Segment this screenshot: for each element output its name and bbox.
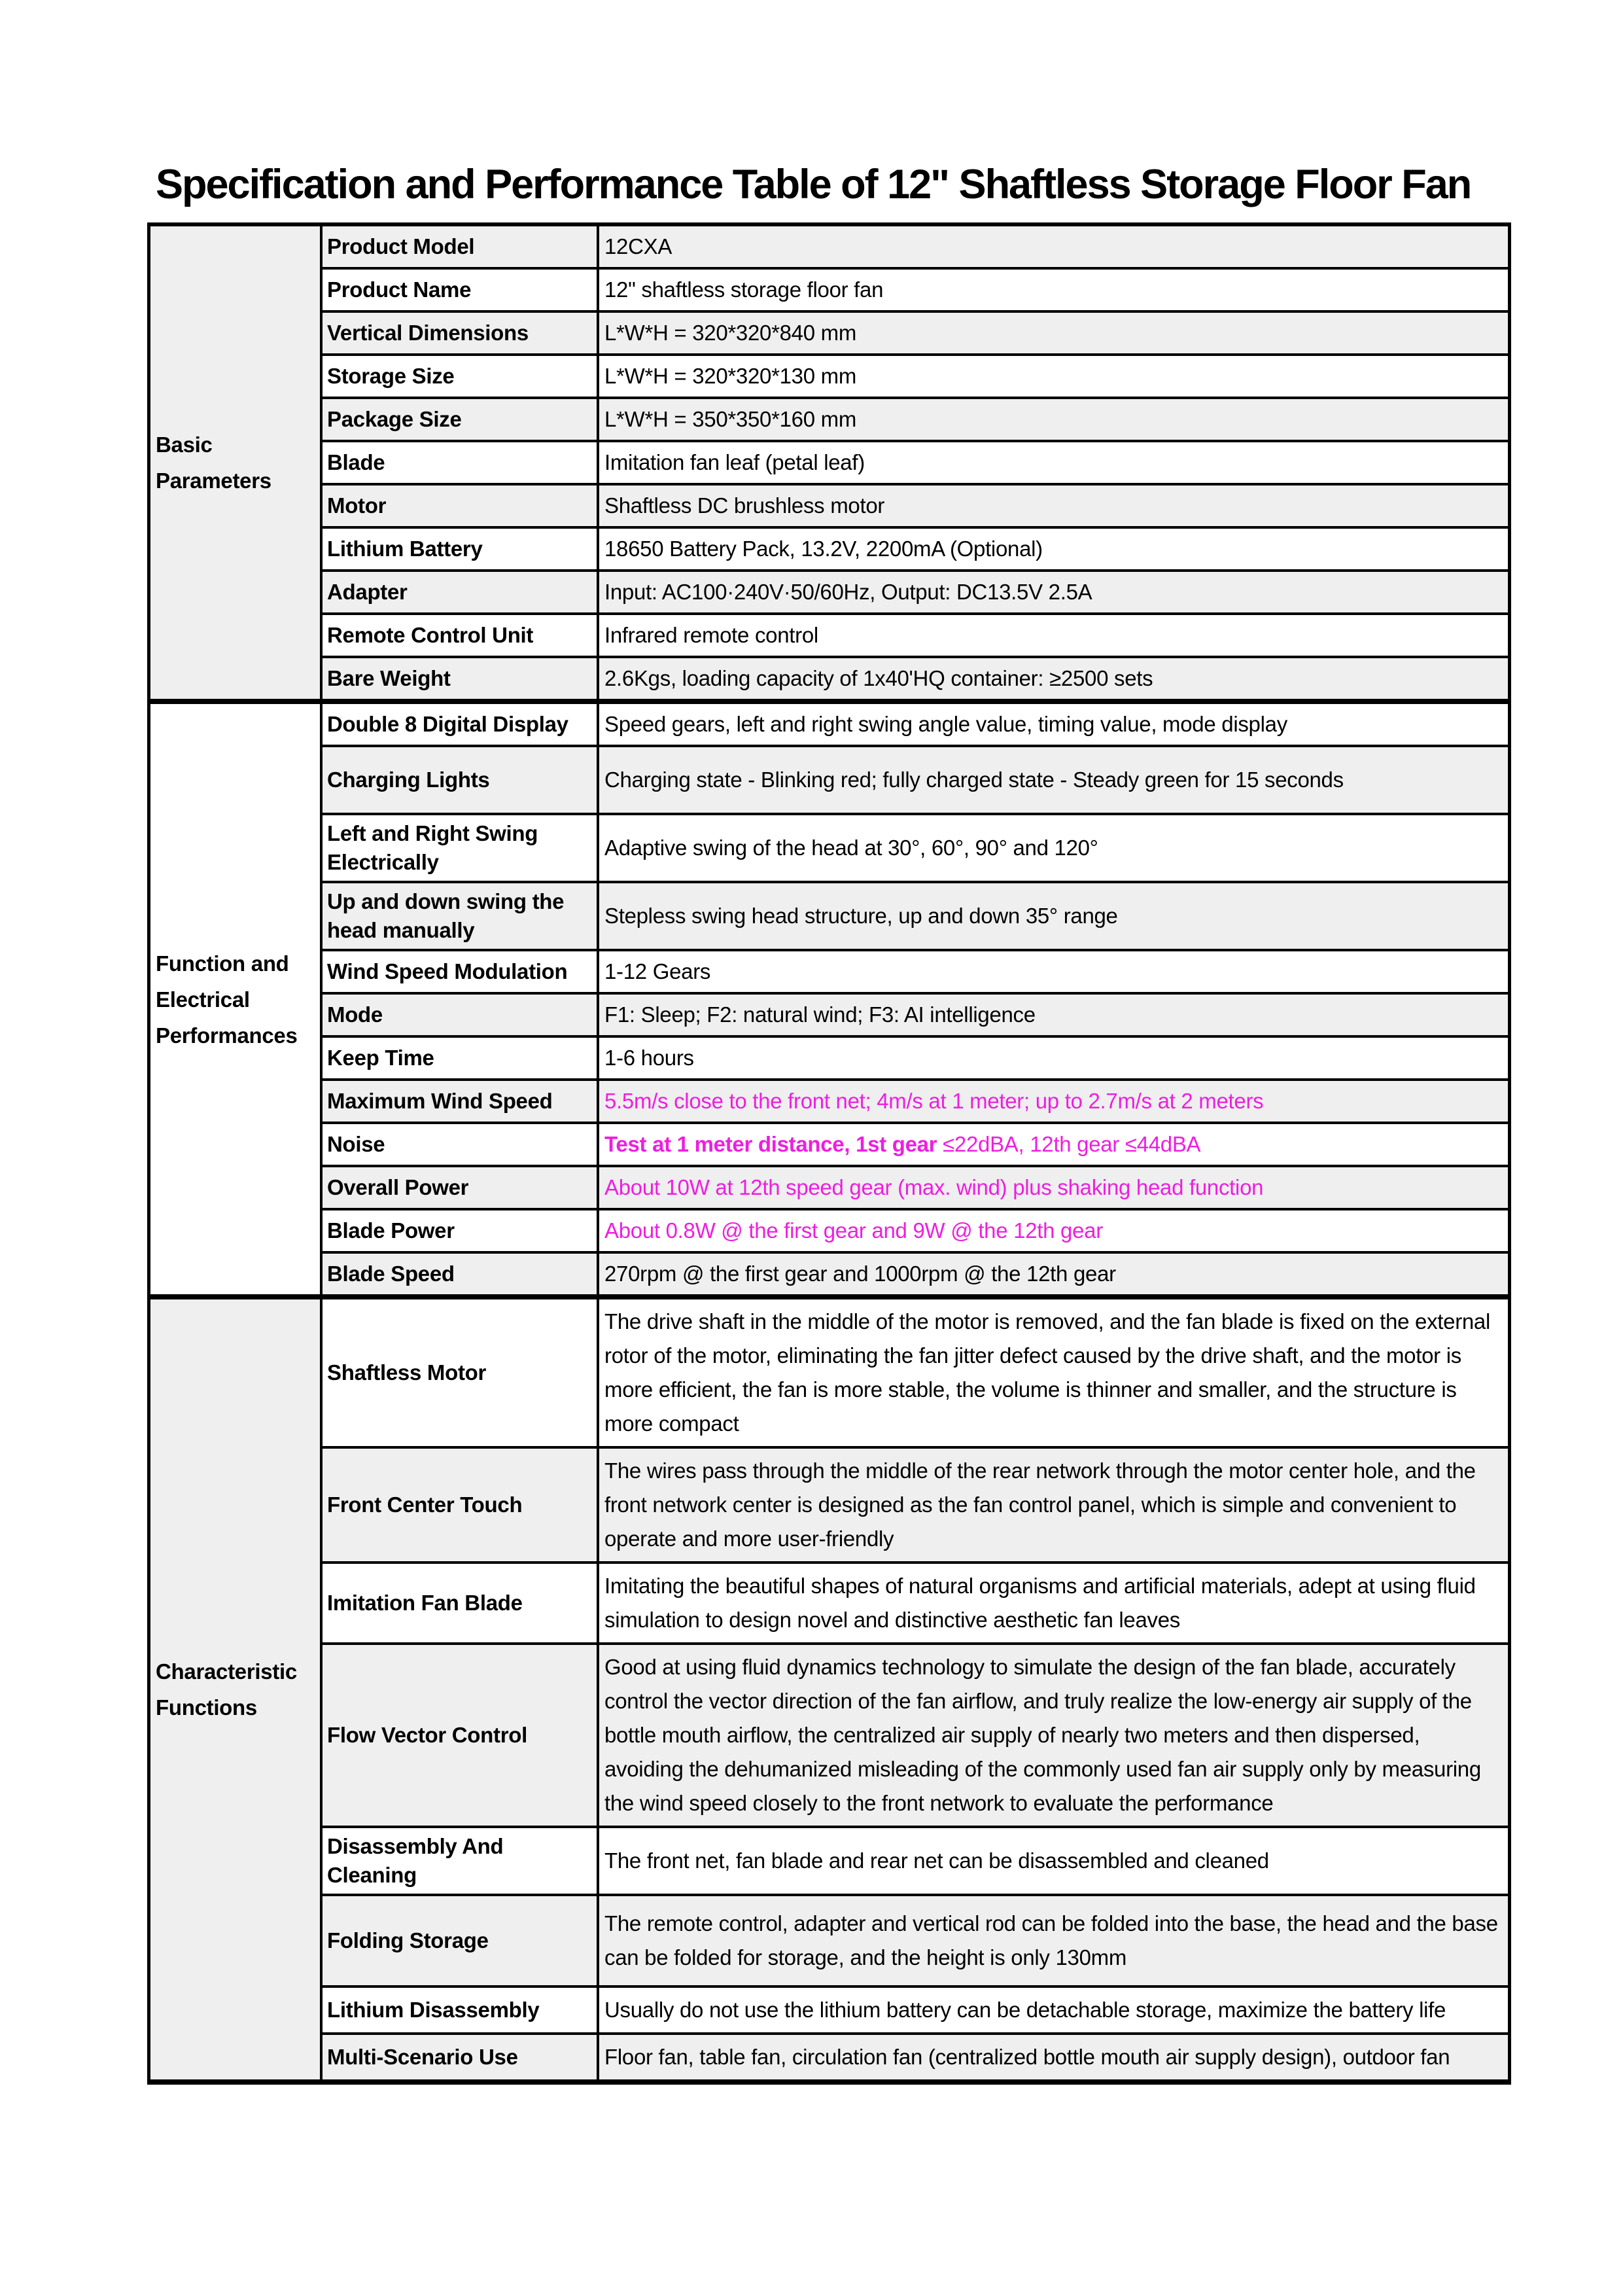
table-row — [323, 656, 1508, 699]
row-value: Speed gears, left and right swing angle value, timing value, mode display — [604, 712, 1287, 736]
row-label: Blade Power — [323, 1210, 599, 1251]
group-label: Characteristic Functions — [156, 1659, 297, 1720]
section-rows — [323, 704, 1508, 1294]
row-label: Storage Size — [323, 356, 599, 397]
row-value-text — [604, 1128, 1200, 1161]
table-row — [323, 992, 1508, 1035]
row-value: 5.5m/s close to the front net; 4m/s at 1 meter; up to 2.7m/s at 2 meters — [604, 1089, 1264, 1113]
table-row — [323, 353, 1508, 397]
table-row — [323, 1446, 1508, 1561]
row-value: Good at using fluid dynamics technology to simulate the design of the fan blade, accurately control the vector direction of the fan airflow, and truly realize the low-energy air supply of the bottle mouth airflow, the centralized air supply of nearly two meters and then dispersed, avoiding the dehumanized misleading of the commonly used fan air supply only by measuring the wind speed closely to the front network to evaluate the performance — [604, 1655, 1481, 1815]
row-label: Up and down swing the head manually — [323, 883, 599, 949]
table-row — [323, 1035, 1508, 1078]
table-row — [323, 704, 1508, 745]
row-label: Multi-Scenario Use — [323, 2035, 599, 2079]
row-label: Charging Lights — [323, 747, 599, 813]
table-row — [323, 526, 1508, 569]
row-label: Maximum Wind Speed — [323, 1081, 599, 1122]
table-row — [323, 440, 1508, 483]
value-part: ≤22dBA, 12th gear ≤44dBA — [943, 1132, 1201, 1156]
table-section — [150, 1294, 1508, 2079]
row-value: L*W*H = 320*320*130 mm — [604, 364, 857, 388]
row-value: L*W*H = 350*350*160 mm — [604, 407, 857, 431]
row-value: F1: Sleep; F2: natural wind; F3: AI intelligence — [604, 1002, 1036, 1027]
value-part-bold: Test at 1 meter distance, 1st gear — [604, 1132, 943, 1156]
table-row — [323, 1078, 1508, 1122]
row-value — [599, 1124, 1508, 1165]
row-label: Vertical Dimensions — [323, 313, 599, 353]
section-rows — [323, 226, 1508, 699]
row-value: 1-6 hours — [604, 1046, 694, 1070]
table-section — [150, 226, 1508, 699]
table-row — [323, 1208, 1508, 1251]
row-value: Imitating the beautiful shapes of natural organisms and artificial materials, adept at using fluid simulation to design novel and distinctive aesthetic fan leaves — [604, 1574, 1476, 1632]
table-row — [323, 1122, 1508, 1165]
table-row — [323, 2032, 1508, 2079]
row-label: Blade — [323, 442, 599, 483]
row-value: 12" shaftless storage floor fan — [604, 277, 884, 302]
row-label: Front Center Touch — [323, 1449, 599, 1561]
row-label: Motor — [323, 486, 599, 526]
row-label: Lithium Battery — [323, 529, 599, 569]
row-label: Shaftless Motor — [323, 1299, 599, 1446]
row-label: Product Model — [323, 226, 599, 267]
row-value: L*W*H = 320*320*840 mm — [604, 321, 857, 345]
group-cell — [150, 704, 323, 1294]
table-row — [323, 1165, 1508, 1208]
row-label: Keep Time — [323, 1038, 599, 1078]
table-row — [323, 1299, 1508, 1446]
row-label: Remote Control Unit — [323, 615, 599, 656]
section-rows — [323, 1299, 1508, 2079]
row-value: Imitation fan leaf (petal leaf) — [604, 450, 865, 474]
group-cell — [150, 226, 323, 699]
row-label: Mode — [323, 995, 599, 1035]
table-row — [323, 1826, 1508, 1894]
row-value: About 0.8W @ the first gear and 9W @ the 12th gear — [604, 1218, 1103, 1243]
row-label: Left and Right Swing Electrically — [323, 815, 599, 881]
table-section — [150, 699, 1508, 1294]
row-value: Charging state - Blinking red; fully charged state - Steady green for 15 seconds — [604, 768, 1344, 792]
page-title: Specification and Performance Table of 12" Shaftless Storage Floor Fan — [156, 162, 1471, 207]
group-cell — [150, 1299, 323, 2079]
table-row — [323, 1251, 1508, 1294]
table-row — [323, 745, 1508, 813]
row-label: Noise — [323, 1124, 599, 1165]
row-value: The wires pass through the middle of the rear network through the motor center hole, and the front network center is designed as the fan control panel, which is simple and convenient to operate and more user-friendly — [604, 1458, 1476, 1551]
row-value: Floor fan, table fan, circulation fan (centralized bottle mouth air supply design), outdoor fan — [604, 2045, 1450, 2069]
table-row — [323, 813, 1508, 881]
table-row — [323, 881, 1508, 949]
table-row — [323, 1561, 1508, 1642]
spec-table — [147, 222, 1511, 2085]
row-label: Folding Storage — [323, 1896, 599, 1985]
row-label: Overall Power — [323, 1167, 599, 1208]
row-label: Imitation Fan Blade — [323, 1564, 599, 1642]
table-row — [323, 1642, 1508, 1826]
row-value: The remote control, adapter and vertical rod can be folded into the base, the head and the base can be folded for storage, and the height is only 130mm — [604, 1911, 1498, 1969]
row-label: Blade Speed — [323, 1254, 599, 1294]
table-row — [323, 612, 1508, 656]
row-label: Disassembly And Cleaning — [323, 1828, 599, 1894]
table-row — [323, 310, 1508, 353]
table-row — [323, 949, 1508, 992]
row-value: 1-12 Gears — [604, 959, 711, 983]
table-row — [323, 569, 1508, 612]
row-label: Bare Weight — [323, 658, 599, 699]
table-row — [323, 1985, 1508, 2032]
table-row — [323, 1894, 1508, 1985]
row-value: Infrared remote control — [604, 623, 818, 647]
row-label: Lithium Disassembly — [323, 1988, 599, 2032]
row-value: The drive shaft in the middle of the motor is removed, and the fan blade is fixed on the external rotor of the motor, eliminating the fan jitter defect caused by the drive shaft, and the motor is more efficient, the fan is more stable, the volume is thinner and smaller, and the structure is more compact — [604, 1309, 1491, 1436]
table-row — [323, 226, 1508, 267]
row-value: Stepless swing head structure, up and down 35° range — [604, 904, 1118, 928]
row-value: The front net, fan blade and rear net can be disassembled and cleaned — [604, 1848, 1269, 1873]
row-value: 12CXA — [604, 234, 672, 258]
row-value: About 10W at 12th speed gear (max. wind) plus shaking head function — [604, 1175, 1264, 1199]
row-label: Adapter — [323, 572, 599, 612]
table-row — [323, 267, 1508, 310]
group-label: Basic Parameters — [156, 433, 271, 493]
table-row — [323, 397, 1508, 440]
row-value: Usually do not use the lithium battery can be detachable storage, maximize the battery life — [604, 1998, 1446, 2022]
row-label: Double 8 Digital Display — [323, 704, 599, 745]
group-label: Function and Electrical Performances — [156, 951, 298, 1048]
row-value: 18650 Battery Pack, 13.2V, 2200mA (Optional) — [604, 537, 1043, 561]
row-value: 270rpm @ the first gear and 1000rpm @ the 12th gear — [604, 1262, 1116, 1286]
row-label: Flow Vector Control — [323, 1645, 599, 1826]
row-value: Shaftless DC brushless motor — [604, 493, 885, 518]
row-value: Input: AC100·240V·50/60Hz, Output: DC13.5V 2.5A — [604, 580, 1092, 604]
row-label: Package Size — [323, 399, 599, 440]
row-value: 2.6Kgs, loading capacity of 1x40'HQ container: ≥2500 sets — [604, 666, 1153, 690]
table-row — [323, 483, 1508, 526]
row-label: Product Name — [323, 270, 599, 310]
row-value: Adaptive swing of the head at 30°, 60°, 90° and 120° — [604, 836, 1098, 860]
row-label: Wind Speed Modulation — [323, 951, 599, 992]
